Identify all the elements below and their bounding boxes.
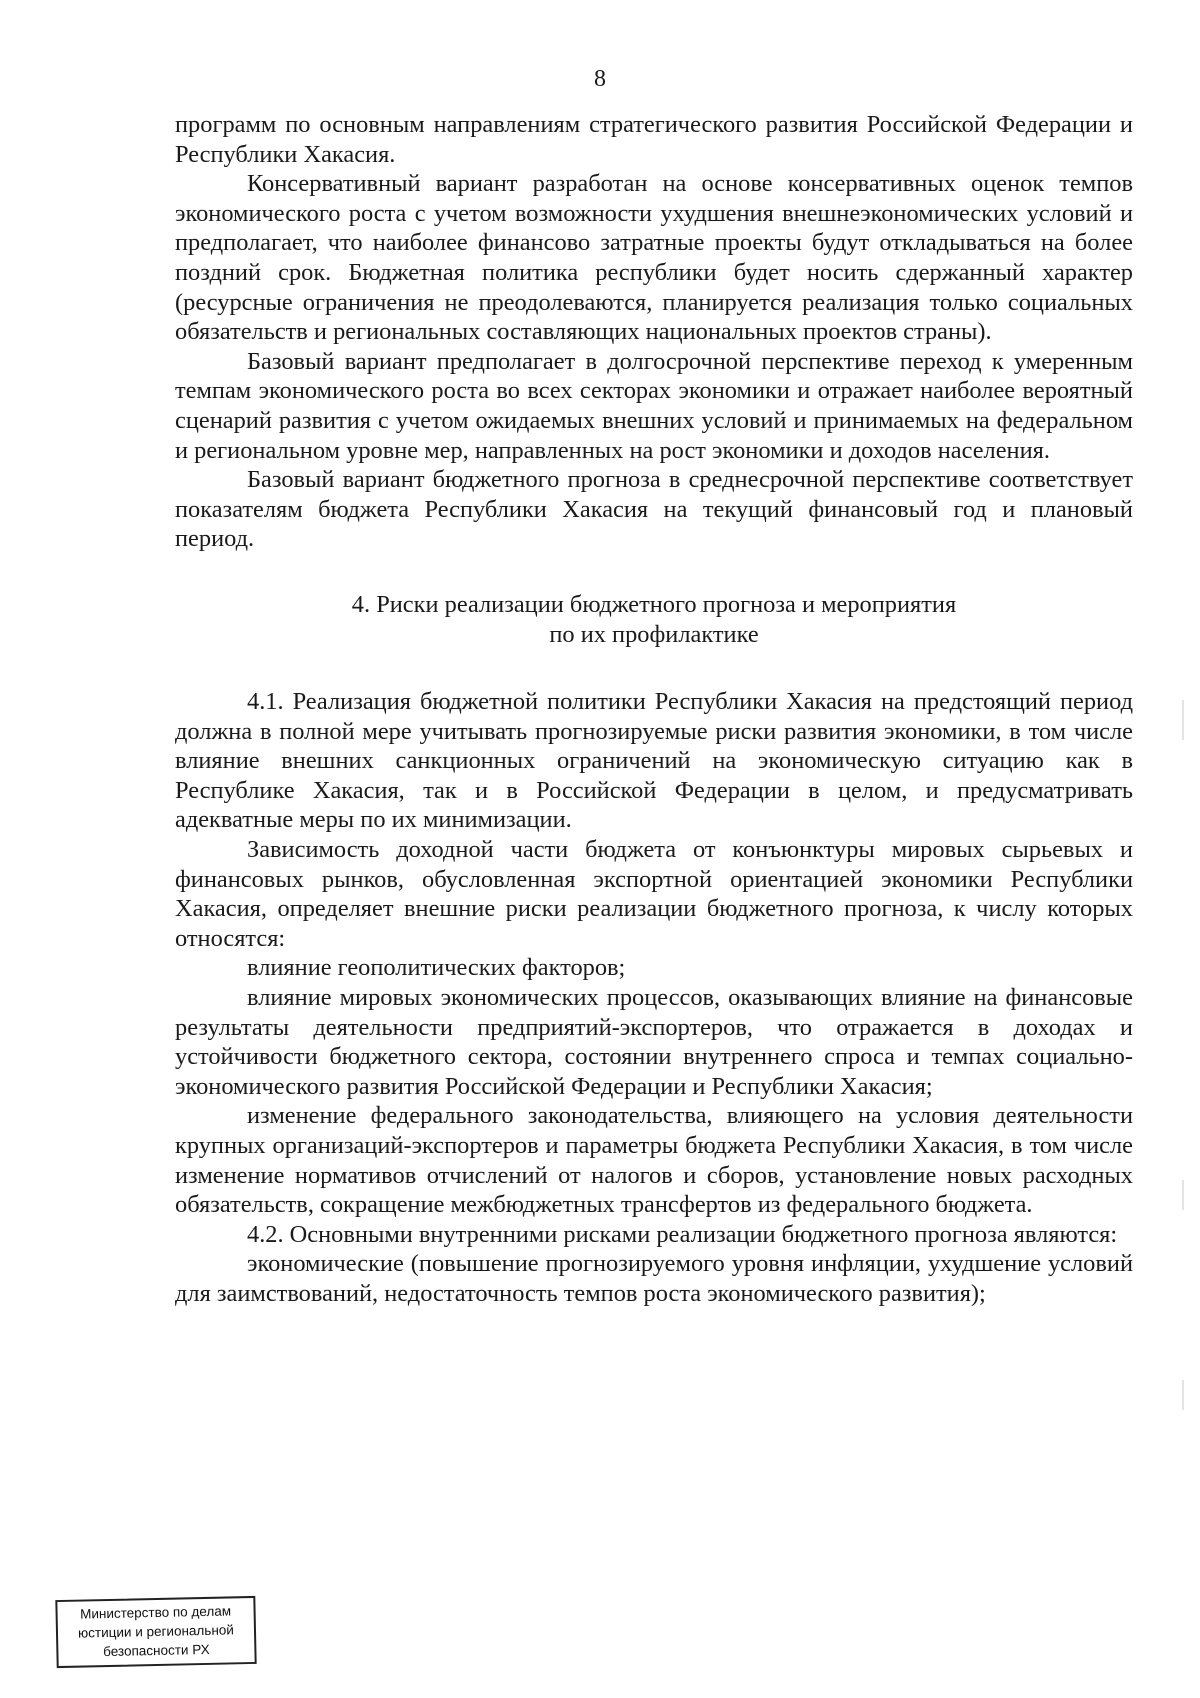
scan-edge-mark — [1182, 700, 1184, 740]
paragraph: программ по основным направлениям стратегического развития Российской Федерации и Республики Хакасия. — [175, 111, 1133, 168]
section-heading-line: 4. Риски реализации бюджетного прогноза и мероприятия — [351, 590, 957, 618]
section-heading — [175, 590, 1133, 649]
scan-edge-mark — [1182, 1180, 1184, 1210]
paragraph: 4.2. Основными внутренними рисками реализации бюджетного прогноза являются: — [247, 1220, 1118, 1248]
paragraph: Зависимость доходной части бюджета от конъюнктуры мировых сырьевых и финансовых рынков, обусловленная экспортной ориентацией экономики Республики Хакасия, определяет внешние риски реализации бюджетного прогноза, к числу которых относятся: — [175, 836, 1133, 952]
document-body — [175, 110, 1133, 1309]
stamp-line: Министерство по делам — [79, 1603, 232, 1622]
page-number: 8 — [594, 66, 606, 92]
list-item: экономические (повышение прогнозируемого уровня инфляции, ухудшение условий для заимствований, недостаточность темпов роста экономического развития); — [175, 1250, 1133, 1307]
list-item: влияние мировых экономических процессов, оказывающих влияние на финансовые результаты деятельности предприятий-экспортеров, что отражается в доходах и устойчивости бюджетного сектора, состоянии внутреннего спроса и темпах социально-экономического развития Российской Федерации и Республики Хакасия; — [175, 984, 1133, 1100]
paragraph: 4.1. Реализация бюджетной политики Республики Хакасия на предстоящий период должна в полной мере учитывать прогнозируемые риски развития экономики, в том числе влияние внешних санкционных ограничений на экономическую ситуацию как в Республике Хакасия, так и в Российской Федерации в целом, и предусматривать адекватные меры по их минимизации. — [175, 688, 1133, 834]
ministry-stamp — [55, 1596, 256, 1668]
list-item: влияние геополитических факторов; — [247, 954, 626, 982]
paragraph: Базовый вариант предполагает в долгосрочной перспективе переход к умеренным темпам экономического роста во всех секторах экономики и отражает наиболее вероятный сценарий развития с учетом ожидаемых внешних условий и принимаемых на федеральном и региональном уровне мер, направленных на рост экономики и доходов населения. — [175, 347, 1133, 464]
stamp-line: безопасности РХ — [102, 1641, 210, 1660]
paragraph: Консервативный вариант разработан на основе консервативных оценок темпов экономического роста с учетом возможности ухудшения внешнеэкономических условий и предполагает, что наиболее финансово затратные проекты будут откладываться на более поздний срок. Бюджетная политика республики будет носить сдержанный характер (ресурсные ограничения не преодолеваются, планируется реализация только социальных обязательств и региональных составляющих национальных проектов страны). — [175, 170, 1133, 346]
list-item: изменение федерального законодательства, влияющего на условия деятельности крупных организаций-экспортеров и параметры бюджета Республики Хакасия, в том числе изменение нормативов отчислений от налогов и сборов, установление новых расходных обязательств, сокращение межбюджетных трансфертов из федерального бюджета. — [175, 1102, 1133, 1219]
stamp-line: юстиции и региональной — [77, 1622, 235, 1641]
paragraph: Базовый вариант бюджетного прогноза в среднесрочной перспективе соответствует показателям бюджета Республики Хакасия на текущий финансовый год и плановый период. — [175, 466, 1133, 553]
section-heading-line: по их профилактике — [549, 620, 759, 648]
scan-edge-mark — [1182, 1380, 1184, 1410]
